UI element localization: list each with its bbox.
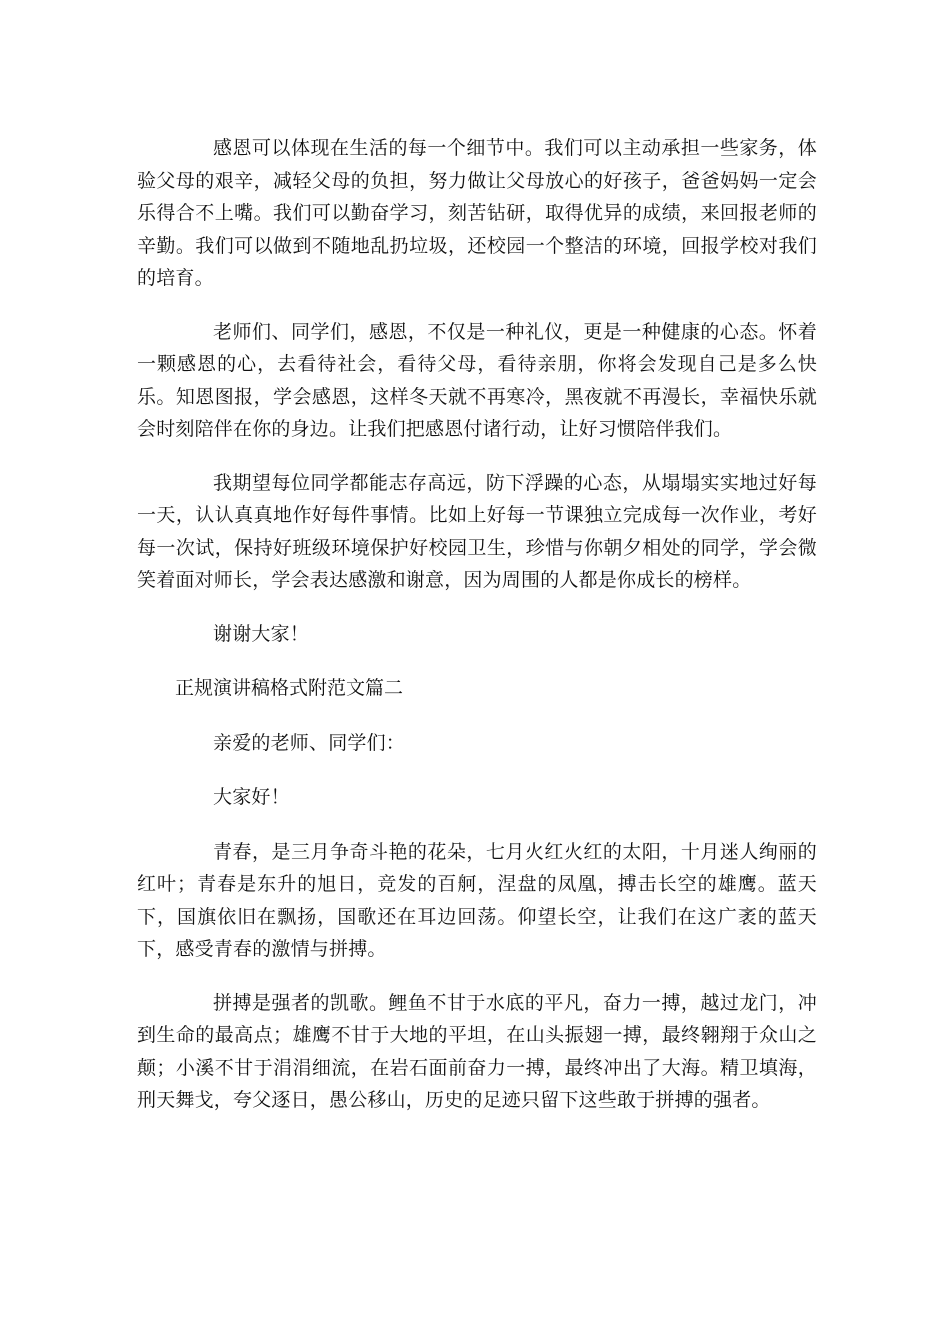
closing-thanks: 谢谢大家！ — [213, 622, 310, 645]
salutation: 亲爱的老师、同学们： — [213, 731, 406, 754]
section-title: 正规演讲稿格式附范文篇二 — [175, 677, 404, 699]
paragraph-expectations: 我期望每位同学都能志存高远，防下浮躁的心态，从塌塌实实地过好每一天，认认真真地作好每件事情。比如上好每一节课独立完成每一次作业，考好每一次试，保持好班级环境保护好校园卫生，珍惜与你朝夕相处的同学，学会微笑着面对师长，学会表达感激和谢意，因为周围的人都是你成长的榜样。 — [137, 471, 817, 591]
paragraph-gratitude-details: 感恩可以体现在生活的每一个细节中。我们可以主动承担一些家务，体验父母的艰辛，减轻父母的负担，努力做让父母放心的好孩子，爸爸妈妈一定会乐得合不上嘴。我们可以勤奋学习，刻苦钻研，取得优异的成绩，来回报老师的辛勤。我们可以做到不随地乱扔垃圾，还校园一个整洁的环境，回报学校对我们的培育。 — [137, 137, 817, 289]
paragraph-youth: 青春，是三月争奇斗艳的花朵，七月火红火红的太阳，十月迷人绚丽的红叶；青春是东升的旭日，竞发的百舸，涅盘的凤凰，搏击长空的雄鹰。蓝天下，国旗依旧在飘扬，国歌还在耳边回荡。仰望长空，让我们在这广袤的蓝天下，感受青春的激情与拼搏。 — [137, 840, 817, 960]
paragraph-striving: 拼搏是强者的凯歌。鲤鱼不甘于水底的平凡，奋力一搏，越过龙门，冲到生命的最高点；雄鹰不甘于大地的平坦，在山头振翅一搏，最终翱翔于众山之颠；小溪不甘于涓涓细流，在岩石面前奋力一搏，最终冲出了大海。精卫填海，刑天舞戈，夸父逐日，愚公移山，历史的足迹只留下这些敢于拼搏的强者。 — [137, 991, 817, 1111]
document-body — [137, 132, 817, 1138]
greeting: 大家好！ — [213, 786, 290, 808]
paragraph-gratitude-attitude: 老师们、同学们，感恩，不仅是一种礼仪，更是一种健康的心态。怀着一颗感恩的心，去看待社会，看待父母，看待亲朋，你将会发现自己是多么快乐。知恩图报，学会感恩，这样冬天就不再寒冷，黑夜就不再漫长，幸福快乐就会时刻陪伴在你的身边。让我们把感恩付诸行动，让好习惯陪伴我们。 — [137, 320, 817, 440]
